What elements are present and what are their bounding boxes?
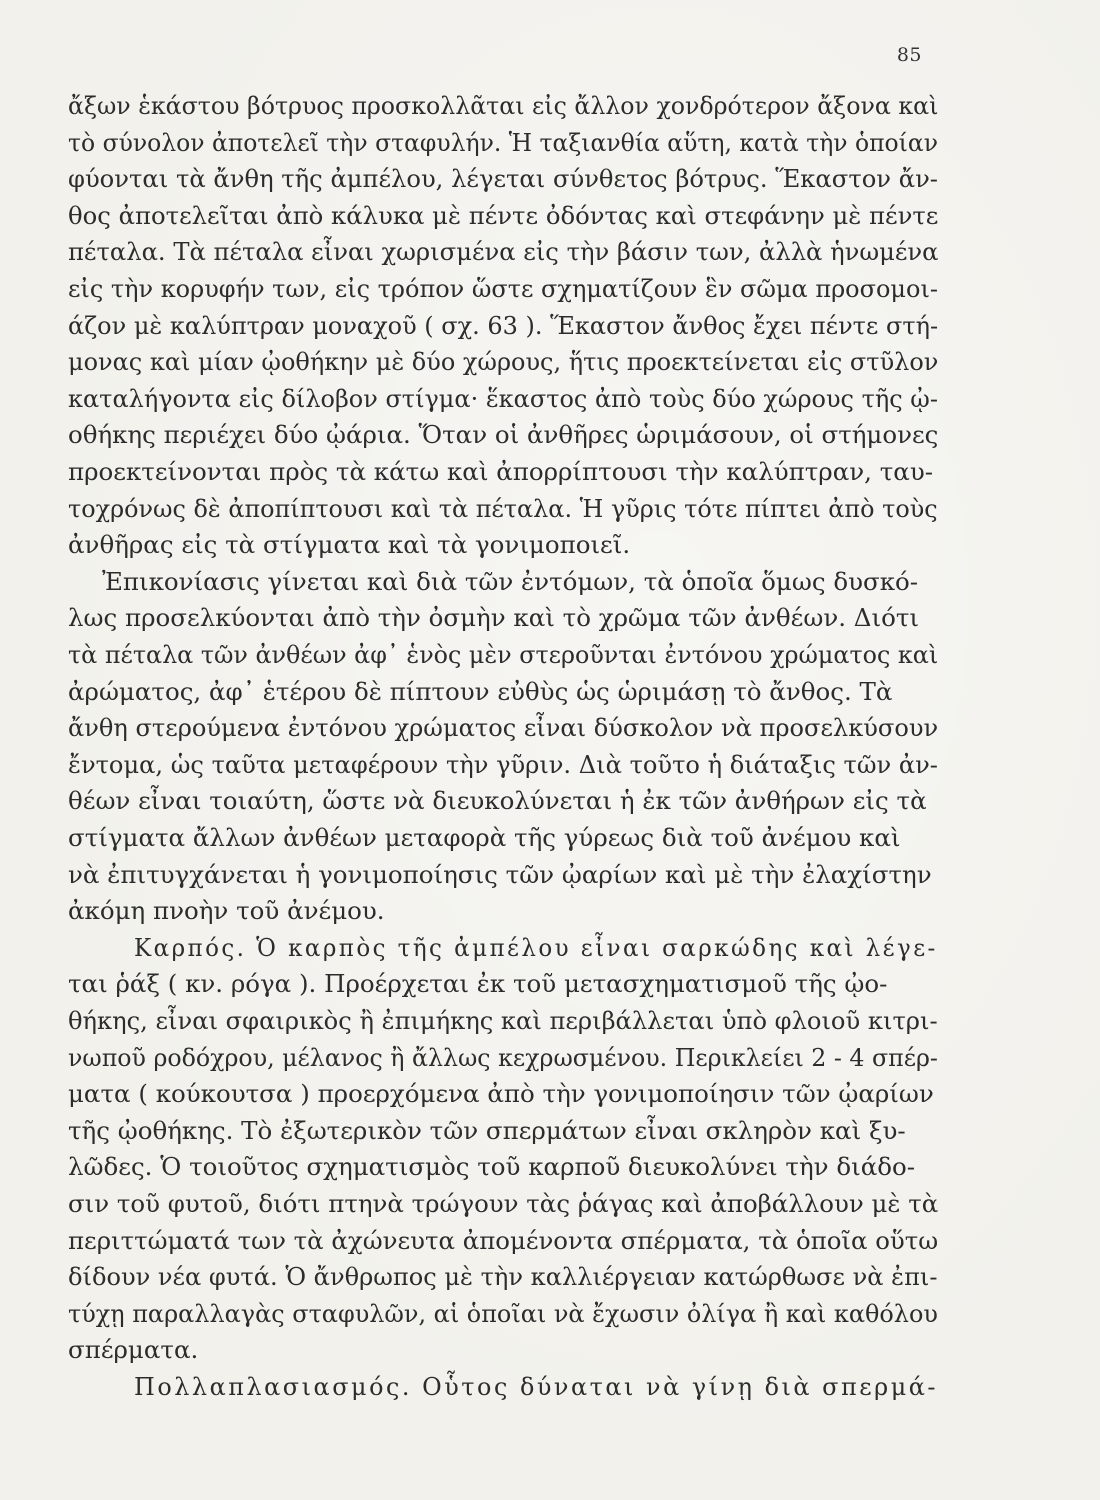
- text-line: μονας καὶ μίαν ᾠοθήκην μὲ δύο χώρους, ἥτις προεκτείνεται εἰς στῦλον: [68, 347, 939, 377]
- text-line: σπέρματα.: [68, 1335, 199, 1365]
- section-heading-karpos: Καρπός. Ὁ καρπὸς τῆς ἀμπέλου εἶναι σαρκώδης καὶ λέγε-: [134, 932, 938, 962]
- text-line: φύονται τὰ ἄνθη τῆς ἀμπέλου, λέγεται σύνθετος βότρυς. Ἕκαστον ἄν-: [68, 164, 938, 194]
- text-line: νὰ ἐπιτυγχάνεται ἡ γονιμοποίησις τῶν ᾠαρίων καὶ μὲ τὴν ἐλαχίστην: [68, 859, 932, 889]
- text-line: θήκης, εἶναι σφαιρικὸς ἢ ἐπιμήκης καὶ περιβάλλεται ὑπὸ φλοιοῦ κιτρι-: [68, 1006, 938, 1035]
- text-line: τῆς ᾠοθήκης. Τὸ ἐξωτερικὸν τῶν σπερμάτων εἶναι σκληρὸν καὶ ξυ-: [68, 1115, 906, 1145]
- page-number: 85: [896, 44, 922, 66]
- text-line: νωποῦ ροδόχρου, μέλανος ἢ ἄλλως κεχρωσμένου. Περικλείει 2 - 4 σπέρ-: [68, 1042, 938, 1072]
- text-line: ται ῥάξ ( κν. ρόγα ). Προέρχεται ἐκ τοῦ μετασχηματισμοῦ τῆς ᾠο-: [68, 969, 888, 999]
- text-line: τὰ πέταλα τῶν ἀνθέων ἀφ᾽ ἑνὸς μὲν στεροῦνται ἐντόνου χρώματος καὶ: [68, 640, 939, 669]
- text-line: πέταλα. Τὰ πέταλα εἶναι χωρισμένα εἰς τὴν βάσιν των, ἀλλὰ ἡνωμένα: [68, 237, 939, 267]
- section-heading-pollaplasiasmos: Πολλαπλασιασμός. Οὗτος δύναται νὰ γίνῃ διὰ σπερμά-: [134, 1372, 939, 1401]
- text-line: άζον μὲ καλύπτραν μοναχοῦ ( σχ. 63 ). Ἕκαστον ἄνθος ἔχει πέντε στή-: [68, 310, 939, 340]
- text-line: σιν τοῦ φυτοῦ, διότι πτηνὰ τρώγουν τὰς ῥάγας καὶ ἀποβάλλουν μὲ τὰ: [68, 1189, 939, 1218]
- text-line: ἄνθη στερούμενα ἐντόνου χρώματος εἶναι δύσκολον νὰ προσελκύσουν: [68, 713, 939, 743]
- text-line: λῶδες. Ὁ τοιοῦτος σχηματισμὸς τοῦ καρποῦ διευκολύνει τὴν διάδο-: [68, 1152, 916, 1182]
- text-line: οθήκης περιέχει δύο ᾠάρια. Ὅταν οἱ ἀνθῆρες ὡριμάσουν, οἱ στήμονες: [68, 420, 939, 450]
- text-line: καταλήγοντα εἰς δίλοβον στίγμα· ἕκαστος ἀπὸ τοὺς δύο χώρους τῆς ᾠ-: [68, 383, 938, 413]
- text-line: θέων εἶναι τοιαύτη, ὥστε νὰ διευκολύνεται ἡ ἐκ τῶν ἀνθήρων εἰς τὰ: [68, 786, 927, 816]
- text-line: ματα ( κούκουτσα ) προερχόμενα ἀπὸ τὴν γονιμοποίησιν τῶν ᾠαρίων: [68, 1079, 934, 1109]
- text-line: τὸ σύνολον ἀποτελεῖ τὴν σταφυλήν. Ἡ ταξιανθία αὕτη, κατὰ τὴν ὁποίαν: [68, 127, 939, 157]
- text-line: ἔντομα, ὡς ταῦτα μεταφέρουν τὴν γῦριν. Διὰ τοῦτο ἡ διάταξις τῶν ἀν-: [68, 749, 938, 779]
- text-line: ἀκόμη πνοὴν τοῦ ἀνέμου.: [68, 896, 385, 926]
- text-line: εἰς τὴν κορυφήν των, εἰς τρόπον ὥστε σχηματίζουν ἓν σῶμα προσομοι-: [68, 274, 938, 303]
- text-line: προεκτείνονται πρὸς τὰ κάτω καὶ ἀπορρίπτουσι τὴν καλύπτραν, ταυ-: [68, 457, 933, 486]
- paragraph-start-line: Ἐπικονίασις γίνεται καὶ διὰ τῶν ἐντόμων, τὰ ὁποῖα ὅμως δυσκό-: [102, 566, 919, 596]
- text-line: δίδουν νέα φυτά. Ὁ ἄνθρωπος μὲ τὴν καλλιέργειαν κατώρθωσε νὰ ἐπι-: [68, 1262, 938, 1292]
- text-line: τύχῃ παραλλαγὰς σταφυλῶν, αἱ ὁποῖαι νὰ ἔχωσιν ὀλίγα ἢ καὶ καθόλου: [68, 1298, 938, 1328]
- text-line: στίγματα ἄλλων ἀνθέων μεταφορὰ τῆς γύρεως διὰ τοῦ ἀνέμου καὶ: [68, 823, 901, 852]
- text-line: λως προσελκύονται ἀπὸ τὴν ὀσμὴν καὶ τὸ χρῶμα τῶν ἀνθέων. Διότι: [68, 603, 919, 633]
- text-line: θος ἀποτελεῖται ἀπὸ κάλυκα μὲ πέντε ὀδόντας καὶ στεφάνην μὲ πέντε: [68, 200, 939, 230]
- text-line: περιττώματά των τὰ ἀχώνευτα ἀπομένοντα σπέρματα, τὰ ὁποῖα οὕτω: [68, 1225, 939, 1255]
- text-line: ἀνθῆρας εἰς τὰ στίγματα καὶ τὰ γονιμοποιεῖ.: [68, 530, 631, 560]
- text-line: ἄξων ἑκάστου βότρυος προσκολλᾶται εἰς ἄλλον χονδρότερον ἄξονα καὶ: [68, 91, 939, 120]
- text-line: ἀρώματος, ἀφ᾽ ἑτέρου δὲ πίπτουν εὐθὺς ὡς ὡριμάσῃ τὸ ἄνθος. Τὰ: [68, 676, 893, 706]
- text-line: τοχρόνως δὲ ἀποπίπτουσι καὶ τὰ πέταλα. Ἡ γῦρις τότε πίπτει ἀπὸ τοὺς: [68, 493, 938, 523]
